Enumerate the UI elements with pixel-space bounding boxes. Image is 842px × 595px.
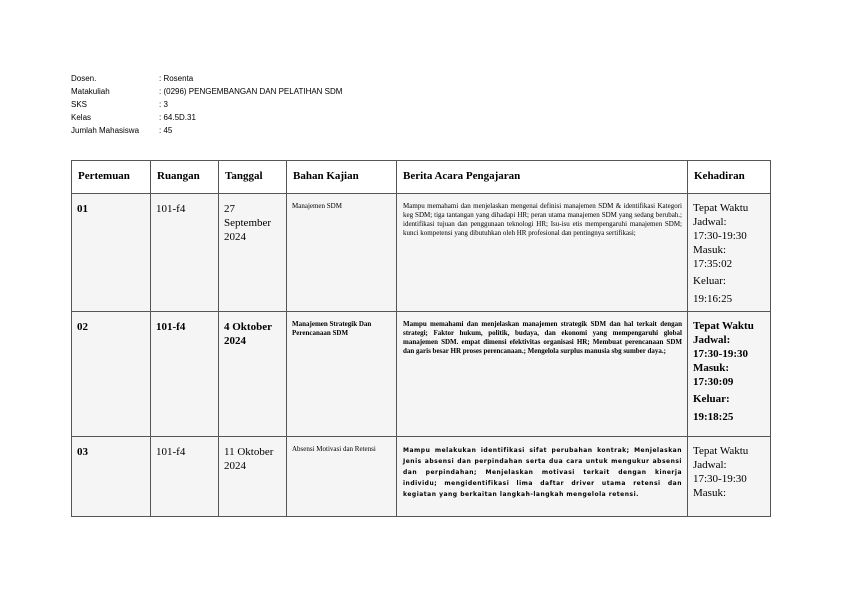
cell-pertemuan: 03: [72, 437, 151, 517]
cell-bahan-kajian: Absensi Motivasi dan Retensi: [287, 437, 397, 517]
cell-berita-acara: Mampu memahami dan menjelaskan manajemen strategik SDM dan hal terkait dengan strategi; Faktor hukum, politik, budaya, dan ekonomi yang mempengaruhi global manajemen SDM. empat dimensi efektivitas organisasi HR; Membuat perencanaan SDM dan garis besar HR proses perencanaan.; Mengelola surplus manusia sbg sumber daya.;: [397, 312, 688, 437]
check-in-label: Masuk:: [693, 244, 726, 256]
info-row-sks: [71, 98, 342, 111]
cell-tanggal: 27 September 2024: [219, 194, 287, 312]
header-kehadiran: Kehadiran: [688, 161, 771, 194]
table-header-row: [72, 161, 771, 194]
info-row-matakuliah: [71, 85, 342, 98]
cell-ruangan: 101-f4: [151, 194, 219, 312]
cell-berita-acara: Mampu melakukan identifikasi sifat perubahan kontrak; Menjelaskan Jenis absensi dan perpindahan serta dua cara untuk mengukur absensi dan perpindahan; Menjelaskan motivasi terkait dengan kinerja individu; mengidentifikasi lima daftar driver utama retensi dan kegiatan yang berkaitan langkah-langkah mengelola retensi.: [397, 437, 688, 517]
table-row: [72, 437, 771, 517]
cell-tanggal: 11 Oktober 2024: [219, 437, 287, 517]
check-out-time: 19:16:25: [693, 293, 733, 305]
header-ruangan: Ruangan: [151, 161, 219, 194]
course-info: [71, 72, 342, 137]
check-in-time: 17:30:09: [693, 376, 734, 388]
check-in-label: Masuk:: [693, 487, 726, 499]
info-label: SKS: [71, 100, 88, 109]
info-row-jumlah: [71, 124, 342, 137]
attendance-status: Tepat Waktu: [693, 445, 749, 457]
schedule-label: Jadwal:: [693, 334, 731, 346]
info-label: Dosen.: [71, 74, 97, 83]
cell-ruangan: 101-f4: [151, 437, 219, 517]
cell-kehadiran: [688, 194, 771, 312]
cell-ruangan: 101-f4: [151, 312, 219, 437]
info-value: : 45: [159, 124, 172, 137]
cell-tanggal: 4 Oktober 2024: [219, 312, 287, 437]
info-value: : Rosenta: [159, 72, 193, 85]
info-label: Kelas: [71, 113, 92, 122]
cell-bahan-kajian: Manajemen Strategik Dan Perencanaan SDM: [287, 312, 397, 437]
info-value: : 64.5D.31: [159, 111, 196, 124]
info-row-kelas: [71, 111, 342, 124]
schedule-time: 17:30-19:30: [693, 230, 747, 242]
cell-berita-acara: Mampu memahami dan menjelaskan mengenai definisi manajemen SDM & identifikasi Kategori keg SDM; tiga tantangan yang dihadapi HR; peran utama manajemen SDM yang sedang berubah.; identifikasi tujuan dan penggunaan teknologi HR; Isu-isu etis mempengaruhi manajemen SDM; kunci kompetensi yang dibutuhkan oleh HR profesional dan pentingnya sertifikasi;: [397, 194, 688, 312]
header-pertemuan: Pertemuan: [72, 161, 151, 194]
check-out-label: Keluar:: [693, 393, 730, 405]
attendance-status: Tepat Waktu: [693, 202, 749, 214]
info-value: : (0296) PENGEMBANGAN DAN PELATIHAN SDM: [159, 85, 342, 98]
schedule-time: 17:30-19:30: [693, 348, 748, 360]
check-in-time: 17:35:02: [693, 258, 733, 270]
schedule-label: Jadwal:: [693, 216, 727, 228]
info-value: : 3: [159, 98, 168, 111]
header-bahan-kajian: Bahan Kajian: [287, 161, 397, 194]
attendance-table: [71, 160, 771, 517]
attendance-status: Tepat Waktu: [693, 320, 754, 332]
header-tanggal: Tanggal: [219, 161, 287, 194]
info-label: Jumlah Mahasiswa: [71, 126, 140, 135]
cell-kehadiran: [688, 312, 771, 437]
cell-pertemuan: 01: [72, 194, 151, 312]
cell-pertemuan: 02: [72, 312, 151, 437]
check-in-label: Masuk:: [693, 362, 730, 374]
cell-kehadiran: [688, 437, 771, 517]
info-row-dosen: [71, 72, 342, 85]
cell-bahan-kajian: Manajemen SDM: [287, 194, 397, 312]
table-row: [72, 194, 771, 312]
schedule-label: Jadwal:: [693, 459, 727, 471]
info-label: Matakuliah: [71, 87, 110, 96]
schedule-time: 17:30-19:30: [693, 473, 747, 485]
header-berita-acara: Berita Acara Pengajaran: [397, 161, 688, 194]
check-out-label: Keluar:: [693, 275, 726, 287]
check-out-time: 19:18:25: [693, 411, 734, 423]
table-row: [72, 312, 771, 437]
